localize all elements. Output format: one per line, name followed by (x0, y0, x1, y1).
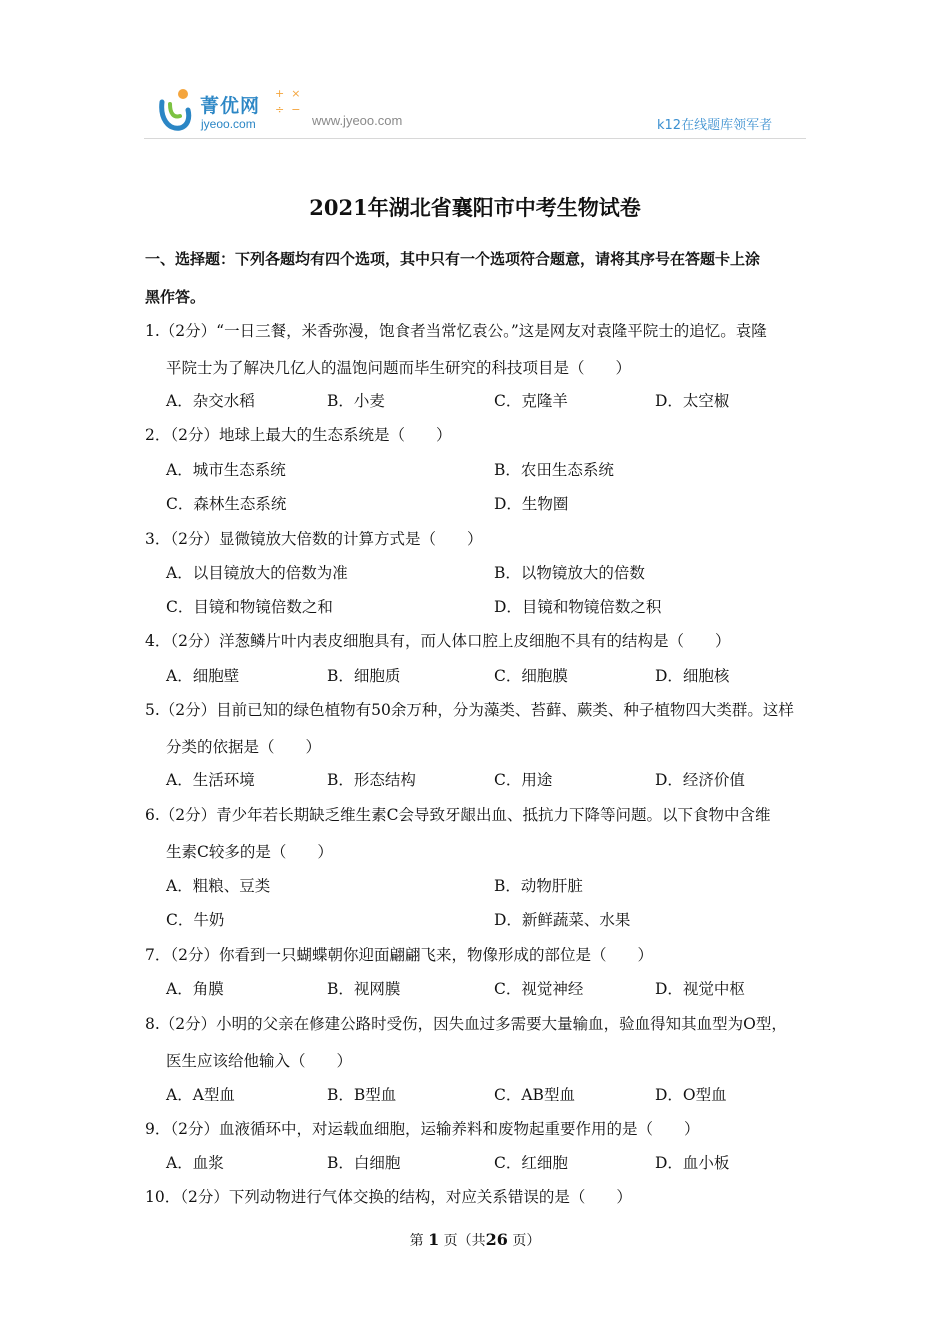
minus-icon: − (291, 103, 301, 116)
question-2-option-a: A．城市生态系统 (166, 461, 286, 479)
times-icon: × (291, 87, 301, 100)
question-6-option-b: B．动物肝脏 (494, 877, 583, 895)
question-2-option-d: D．生物圈 (494, 495, 569, 513)
question-8-option-b: B．B型血 (327, 1086, 397, 1104)
total-page-count: 26 (485, 1230, 508, 1249)
question-5-stem-line-1: 5.（2分）目前已知的绿色植物有50余万种，分为藻类、苔藓、蕨类、种子植物四大类群。这样 (145, 701, 794, 719)
question-5-option-c: C．用途 (494, 771, 553, 789)
jyeoo-logo-icon (158, 88, 192, 134)
question-1-stem-line-1: 1.（2分）“一日三餐，米香弥漫，饱食者当常忆袁公。”这是网友对袁隆平院士的追忆。袁隆 (145, 322, 767, 340)
question-5-option-a: A．生活环境 (166, 771, 255, 789)
question-2-option-c: C．森林生态系统 (166, 495, 287, 513)
question-8-option-d: D．O型血 (655, 1086, 727, 1104)
question-6-stem-line-2: 生素C较多的是（ ） (166, 843, 333, 861)
question-10-stem: 10．（2分）下列动物进行气体交换的结构，对应关系错误的是（ ） (145, 1188, 632, 1206)
question-6-option-c: C．牛奶 (166, 911, 225, 929)
question-2-option-b: B．农田生态系统 (494, 461, 614, 479)
question-1-option-a: A．杂交水稻 (166, 392, 255, 410)
question-3-option-d: D．目镜和物镜倍数之积 (494, 598, 662, 616)
page-title: 2021年湖北省襄阳市中考生物试卷 (309, 195, 641, 220)
footer-prefix: 第 (409, 1233, 424, 1249)
question-9-option-a: A．血浆 (166, 1154, 224, 1172)
question-3-stem: 3．（2分）显微镜放大倍数的计算方式是（ ） (145, 530, 483, 548)
section-heading-line-1: 一、选择题：下列各题均有四个选项，其中只有一个选项符合题意，请将其序号在答题卡上涂 (145, 250, 761, 268)
footer-middle: 页（共 (443, 1233, 486, 1249)
question-3-option-a: A．以目镜放大的倍数为准 (166, 564, 348, 582)
question-1-option-c: C．克隆羊 (494, 392, 568, 410)
question-6-stem-line-1: 6.（2分）青少年若长期缺乏维生素C会导致牙龈出血、抵抗力下降等问题。以下食物中含维 (145, 806, 771, 824)
question-9-stem: 9．（2分）血液循环中，对运载血细胞，运输养料和废物起重要作用的是（ ） (145, 1120, 700, 1138)
question-4-option-a: A．细胞壁 (166, 667, 240, 685)
question-4-option-c: C．细胞膜 (494, 667, 568, 685)
logo-brand-name: 菁优网 (200, 95, 261, 117)
divide-icon: ÷ (275, 103, 285, 116)
question-1-option-d: D．太空椒 (655, 392, 730, 410)
question-3-option-c: C．目镜和物镜倍数之和 (166, 598, 333, 616)
question-8-option-a: A．A型血 (166, 1086, 235, 1104)
question-9-option-c: C．红细胞 (494, 1154, 568, 1172)
question-1-stem-line-2: 平院士为了解决几亿人的温饱问题而毕生研究的科技项目是（ ） (166, 359, 632, 377)
question-8-stem-line-1: 8.（2分）小明的父亲在修建公路时受伤，因失血过多需要大量输血，验血得知其血型为O型， (145, 1015, 787, 1033)
footer-suffix: 页） (512, 1233, 541, 1249)
question-8-option-c: C．AB型血 (494, 1086, 575, 1104)
page-footer (0, 1230, 950, 1250)
question-6-option-d: D．新鲜蔬菜、水果 (494, 911, 631, 929)
question-7-option-a: A．角膜 (166, 980, 224, 998)
question-4-option-d: D．细胞核 (655, 667, 730, 685)
question-7-option-d: D．视觉中枢 (655, 980, 745, 998)
question-9-option-d: D．血小板 (655, 1154, 730, 1172)
question-4-stem: 4．（2分）洋葱鳞片叶内表皮细胞具有，而人体口腔上皮细胞不具有的结构是（ ） (145, 632, 731, 650)
question-3-option-b: B．以物镜放大的倍数 (494, 564, 645, 582)
question-5-stem-line-2: 分类的依据是（ ） (166, 738, 322, 756)
header-slogan: k12在线题库领军者 (657, 118, 773, 133)
question-4-option-b: B．细胞质 (327, 667, 401, 685)
site-url[interactable]: www.jyeoo.com (312, 113, 403, 128)
header-divider (144, 138, 806, 139)
question-7-stem: 7．（2分）你看到一只蝴蝶朝你迎面翩翩飞来，物像形成的部位是（ ） (145, 946, 653, 964)
question-5-option-b: B．形态结构 (327, 771, 416, 789)
question-2-stem: 2．（2分）地球上最大的生态系统是（ ） (145, 426, 452, 444)
current-page-number: 1 (428, 1230, 440, 1249)
plus-icon: + (275, 87, 285, 100)
question-8-stem-line-2: 医生应该给他输入（ ） (166, 1052, 353, 1070)
question-9-option-b: B．白细胞 (327, 1154, 401, 1172)
question-7-option-c: C．视觉神经 (494, 980, 584, 998)
question-1-option-b: B．小麦 (327, 392, 385, 410)
question-5-option-d: D．经济价值 (655, 771, 745, 789)
question-7-option-b: B．视网膜 (327, 980, 401, 998)
section-heading-line-2: 黑作答。 (145, 288, 206, 306)
question-6-option-a: A．粗粮、豆类 (166, 877, 271, 895)
math-operators-decoration (275, 86, 315, 118)
logo-domain: jyeoo.com (201, 117, 256, 131)
